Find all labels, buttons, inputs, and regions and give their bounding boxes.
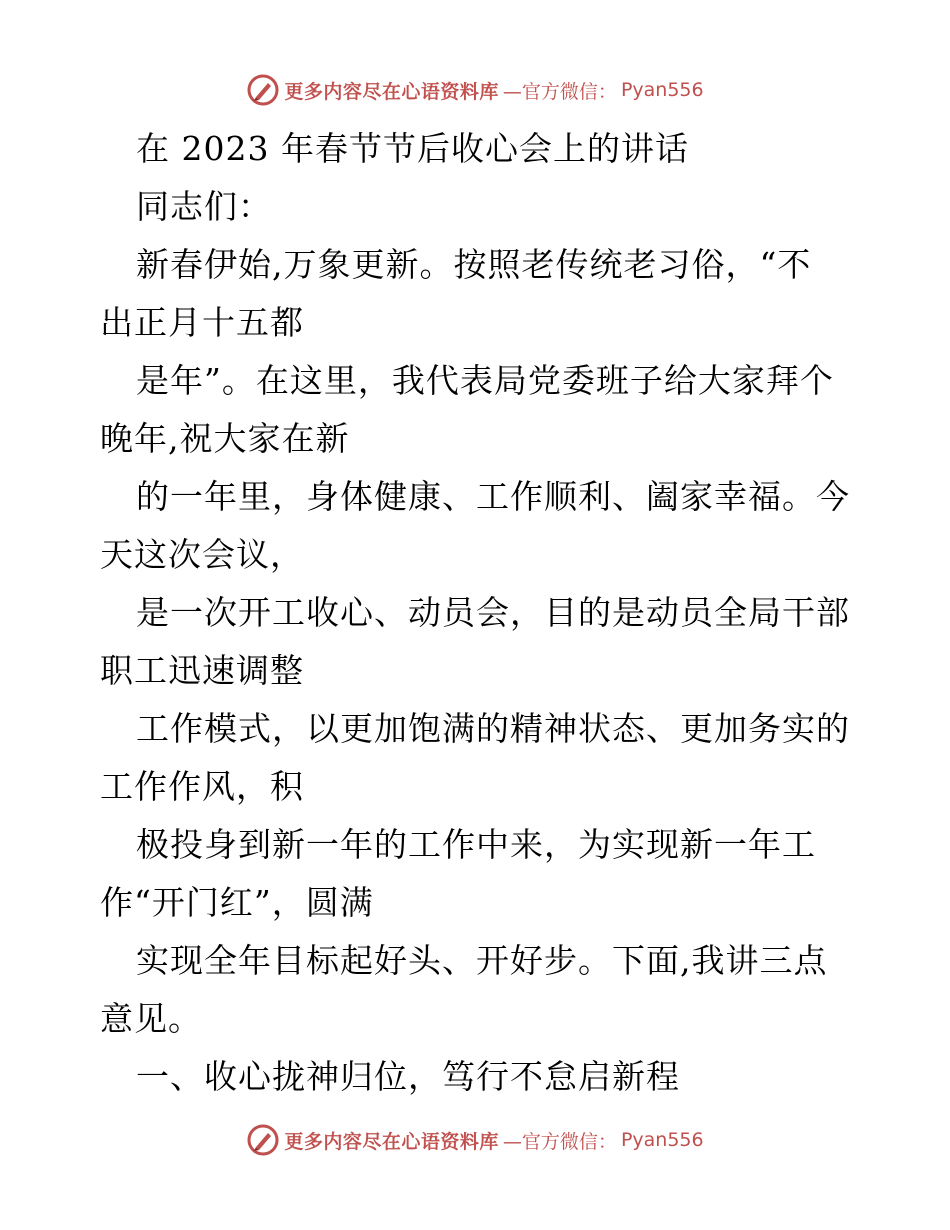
section-heading: 一、收心拢神归位，笃行不怠启新程 [136, 1057, 680, 1096]
line-first: 极投身到新一年的工作中来，为实现新一年工 [136, 825, 816, 864]
paragraph-line [100, 236, 860, 352]
line-cont: 工作作风，积 [100, 767, 304, 806]
paragraph-line [100, 352, 860, 468]
pen-logo-icon [246, 73, 280, 107]
pen-logo-icon [246, 1123, 280, 1157]
line-cont: 作“开门红”，圆满 [100, 883, 374, 922]
document-body [100, 120, 860, 1106]
watermark-footer [0, 1120, 950, 1160]
paragraph-line [100, 816, 860, 932]
line-cont: 出正月十五都 [100, 303, 304, 342]
watermark-separator: —官方微信： [502, 80, 617, 103]
watermark-header [0, 70, 950, 110]
salutation: 同志们： [136, 187, 272, 226]
line-cont: 意见。 [100, 999, 202, 1038]
watermark-account: Pyan556 [620, 1129, 704, 1151]
line-first: 是一次开工收心、动员会，目的是动员全局干部 [136, 593, 850, 632]
document-title: 在 2023 年春节节后收心会上的讲话 [136, 129, 689, 168]
watermark-account: Pyan556 [620, 79, 704, 101]
line-first: 工作模式，以更加饱满的精神状态、更加务实的 [136, 709, 850, 748]
line-cont: 天这次会议， [100, 535, 304, 574]
watermark-text: 更多内容尽在心语资料库 [284, 80, 499, 103]
line-first: 的一年里，身体健康、工作顺利、阖家幸福。今 [136, 477, 850, 516]
line-first: 是年”。在这里，我代表局党委班子给大家拜个 [136, 361, 834, 400]
paragraph-line [100, 468, 860, 584]
line-first: 实现全年目标起好头、开好步。下面,我讲三点 [136, 941, 828, 980]
paragraph-line [100, 700, 860, 816]
watermark-separator: —官方微信： [502, 1130, 617, 1153]
line-cont: 职工迅速调整 [100, 651, 304, 690]
line-first: 新春伊始,万象更新。按照老传统老习俗，“不 [136, 245, 812, 284]
watermark-text: 更多内容尽在心语资料库 [284, 1130, 499, 1153]
paragraph-line [100, 932, 860, 1048]
paragraph-line [100, 584, 860, 700]
line-cont: 晚年,祝大家在新 [100, 419, 350, 458]
